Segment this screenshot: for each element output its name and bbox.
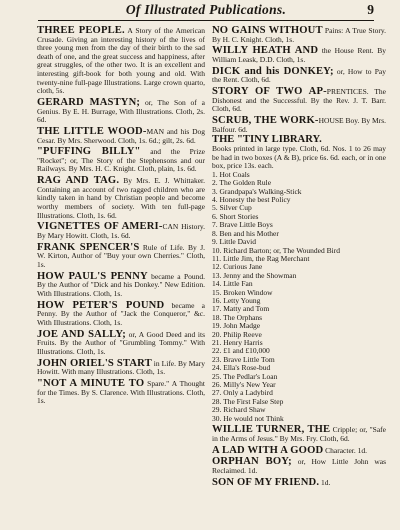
catalogue-entry <box>212 478 386 488</box>
book-list-item: 10. Richard Barton; or, The Wounded Bird <box>212 245 340 255</box>
right-column <box>212 26 386 490</box>
catalogue-entry <box>212 446 386 456</box>
entry-description: 1d. <box>319 477 331 487</box>
entry-description: By Mrs. E. J. Whittaker. Containing an account of two ragged children who are kindly taken in hand by Christian people and become worthy members of society. With ten full-page Illustrations. Cloth, 1s. 6d. <box>37 176 205 220</box>
entry-heading: HOW PAUL'S PENNY <box>37 270 148 282</box>
book-list-item: 4. Honesty the best Policy <box>212 195 291 205</box>
entry-description: HOUSE Boy. By Mrs. Balfour. 6d. <box>212 116 386 134</box>
entry-heading: WILLIE TURNER, THE <box>212 424 331 436</box>
entry-heading: RAG AND TAG. <box>37 175 120 187</box>
book-list-item: 20. Philip Reeve <box>212 329 262 339</box>
book-list-item: 23. Brave Little Tom <box>212 354 275 364</box>
catalogue-entry <box>37 127 205 145</box>
entry-description: Cripple; or, "Safe in the Arms of Jesus." By Mrs. Fry. Cloth, 6d. <box>212 425 386 443</box>
book-list-item: 1. Hot Coals <box>212 169 250 179</box>
entry-heading: FRANK SPENCER'S <box>37 241 140 253</box>
book-list-item: 25. The Pedlar's Loan <box>212 371 278 381</box>
book-list-item: 8. Ben and his Mother <box>212 228 279 238</box>
book-list-item: 5. Silver Cup <box>212 203 252 213</box>
book-list-item: 26. Milly's New Year <box>212 380 276 389</box>
library-heading: THE "TINY LIBRARY. <box>212 134 322 146</box>
running-header <box>38 2 374 21</box>
book-list-item: 19. John Madge <box>212 321 261 331</box>
entry-heading: NO GAINS WITHOUT <box>212 25 323 36</box>
catalogue-entry <box>212 87 386 114</box>
catalogue-entry <box>37 243 205 270</box>
book-list-item: 13. Jenny and the Showman <box>212 270 297 280</box>
catalogue-entry <box>212 425 386 443</box>
running-title: Of Illustrated Publications. <box>125 2 287 17</box>
catalogue-entry <box>212 46 386 64</box>
book-list-item: 16. Letty Young <box>212 295 261 305</box>
entry-description: became a Pound. By the Author of "Dick and his Donkey." New Edition. With Illustrations. Cloth, 1s. <box>37 271 205 298</box>
entry-heading: ORPHAN BOY; <box>212 456 292 468</box>
entry-description: A Story of the American Crusade. Giving an interesting history of the lives of three young men from the day of their birth to the sad death of one, and the great success and happiness, after great struggles, of the other two. It is an excellent and interesting gift-book for both young and old. With twenty-nine full-page Illustrations. Large crown quarto, cloth, 5s. <box>37 26 206 96</box>
book-list-item: 24. Ella's Rose-bud <box>212 363 271 373</box>
book-list <box>212 171 386 423</box>
catalogue-entry <box>212 26 386 44</box>
library-intro: Books printed in large type. Cloth, 6d. Nos. 1 to 26 may be had in two boxes (A & B), price 6s. 6d. each, or in one box, price 13s. each. <box>212 144 386 171</box>
catalogue-entry <box>37 26 205 96</box>
entry-description: Character. 1d. <box>323 445 367 455</box>
entry-heading: GERARD MASTYN; <box>37 96 141 108</box>
catalogue-entry <box>37 272 205 299</box>
entry-heading: HOW PETER'S POUND <box>37 299 165 311</box>
catalogue-entry <box>37 330 205 357</box>
book-list-item: 30. He would not Think <box>212 413 284 423</box>
catalogue-entry <box>212 67 386 85</box>
entry-description: MAN and his Dog Cesar. By Mrs. Sherwood. Cloth, 1s. 6d.; gilt, 2s. 6d. <box>37 126 205 145</box>
book-list-item: 7. Brave Little Boys <box>212 220 273 230</box>
catalogue-entry <box>37 359 205 377</box>
catalogue-entry <box>37 147 205 174</box>
entry-heading: WILLY HEATH AND <box>212 45 319 57</box>
entry-description: PRENTICES. The Dishonest and the Successful. By the Rev. J. T. Barr. Cloth, 6d. <box>212 87 386 114</box>
book-list-item: 27. Only a Ladybird <box>212 388 273 398</box>
entry-heading: "NOT A MINUTE TO <box>37 378 145 390</box>
entry-heading: SCRUB, THE WORK- <box>212 115 319 127</box>
entry-description: or, How Little John was Reclaimed. 1d. <box>212 457 387 475</box>
entry-heading: A LAD WITH A GOOD <box>212 444 324 456</box>
entry-description: the House Rent. By William Leask, D.D. Cloth, 1s. <box>212 46 386 64</box>
catalogue-entry <box>37 379 205 406</box>
catalogue-entry <box>37 301 205 328</box>
book-list-item: 6. Short Stories <box>212 211 259 221</box>
book-list-item: 21. Henry Harris <box>212 337 263 347</box>
book-list-item: 22. £1 and £10,000 <box>212 346 270 356</box>
entry-heading: JOHN ORIEL'S START <box>37 357 152 369</box>
entry-heading: DICK and his DONKEY; <box>212 65 334 77</box>
book-list-item: 14. Little Fan <box>212 279 253 289</box>
book-list-item: 15. Broken Window <box>212 287 273 297</box>
entry-description: and the Prize "Rocket"; or, The Story of the Stephensons and our Railways. By Mrs. H. C. Knight. Cloth, plain, 1s. 6d. <box>37 147 205 174</box>
entry-description: Spare." A Thought for the Times. By S. Clarence. With Illustrations. Cloth, 1s. <box>37 379 205 406</box>
catalogue-entry <box>37 222 205 240</box>
book-list-item: 12. Curious Jane <box>212 262 263 272</box>
entry-description: CAN History. By Mary Howitt. Cloth, 1s. 6d. <box>37 222 205 240</box>
left-column <box>37 26 205 408</box>
entry-heading: STORY OF TWO AP- <box>212 86 327 98</box>
entry-description: or, How to Pay the Rent. Cloth, 6d. <box>212 66 386 85</box>
entry-heading: SON OF MY FRIEND. <box>212 476 320 488</box>
entry-heading: THE LITTLE WOOD- <box>37 125 147 137</box>
book-list-item: 11. Little Jim, the Rag Merchant <box>212 253 310 263</box>
book-list-item: 2. The Golden Rule <box>212 178 272 188</box>
tiny-library-section <box>212 136 386 423</box>
book-list-item: 18. The Orphans <box>212 312 263 322</box>
book-list-item: 29. Richard Shaw <box>212 405 266 415</box>
book-list-item: 17. Matty and Tom <box>212 304 270 314</box>
entry-heading: "PUFFING BILLY" <box>37 146 141 158</box>
entry-description: Pains: A True Story. By H. C. Knight. Cloth, 1s. <box>212 26 387 44</box>
entry-description: Rule of Life. By J. W. Kirton, Author of "Buy your own Cherries." Cloth, 1s. <box>37 242 205 269</box>
entry-description: became a Penny. By the Author of "Jack the Conqueror," &c. With Illustrations. Cloth, 1s. <box>37 300 205 327</box>
catalogue-entry <box>212 457 386 475</box>
entry-description: in Life. By Mary Howitt. With many Illustrations. Cloth, 1s. <box>37 358 205 377</box>
catalogue-entry <box>37 176 205 220</box>
entry-description: or, A Good Deed and its Fruits. By the Author of "Grumbling Tommy." With Illustrations. Cloth, 1s. <box>37 329 205 356</box>
entry-heading: VIGNETTES OF AMERI- <box>37 221 163 233</box>
book-list-item: 28. The First False Step <box>212 396 284 406</box>
entry-description: or, The Son of a Genius. By E. H. Burrage, With Illustrations. Cloth, 2s. 6d. <box>37 97 205 125</box>
entry-heading: JOE AND SALLY; <box>37 328 126 340</box>
catalogue-entry <box>37 98 205 125</box>
book-list-item: 9. Little David <box>212 237 256 247</box>
book-list-item: 3. Grandpapa's Walking-Stick <box>212 186 302 196</box>
entry-heading: THREE PEOPLE. <box>37 25 125 36</box>
catalogue-entry <box>212 116 386 134</box>
page-number: 9 <box>367 2 374 17</box>
